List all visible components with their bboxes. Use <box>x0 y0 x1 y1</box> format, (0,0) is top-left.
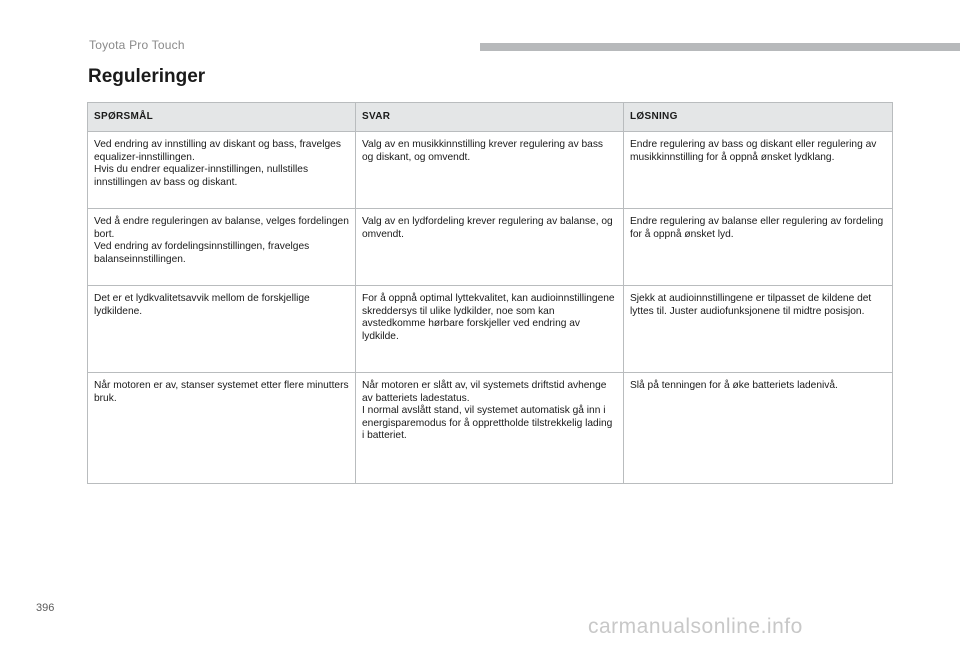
question-cell: Ved å endre reguleringen av balanse, velges fordelingen bort. Ved endring av fordelingsinnstillingen, fravelges balanseinnstillingen. <box>88 209 356 286</box>
table-row <box>88 373 893 484</box>
solution-cell: Slå på tenningen for å øke batteriets ladenivå. <box>624 373 893 484</box>
solution-cell: Sjekk at audioinnstillingene er tilpasset de kildene det lyttes til. Juster audiofunksjonene til midtre posisjon. <box>624 286 893 373</box>
answer-cell: For å oppnå optimal lyttekvalitet, kan audioinnstillingene skreddersys til ulike lydkilder, noe som kan avstedkomme hørbare forskjeller ved endring av lydkilde. <box>356 286 624 373</box>
table-row <box>88 132 893 209</box>
answer-cell: Valg av en musikkinnstilling krever regulering av bass og diskant, og omvendt. <box>356 132 624 209</box>
column-header-question: SPØRSMÅL <box>88 103 356 132</box>
table-row <box>88 209 893 286</box>
page-number: 396 <box>36 602 55 614</box>
table-header-row <box>88 103 893 132</box>
question-cell: Når motoren er av, stanser systemet etter flere minutters bruk. <box>88 373 356 484</box>
question-cell: Ved endring av innstilling av diskant og bass, fravelges equalizer-innstillingen. Hvis du endrer equalizer-innstillingen, nullstilles innstillingen av bass og diskant. <box>88 132 356 209</box>
solution-cell: Endre regulering av bass og diskant eller regulering av musikkinnstilling for å oppnå ønsket lydklang. <box>624 132 893 209</box>
header-bar <box>480 43 960 51</box>
table-row <box>88 286 893 373</box>
column-header-solution: LØSNING <box>624 103 893 132</box>
question-cell: Det er et lydkvalitetsavvik mellom de forskjellige lydkildene. <box>88 286 356 373</box>
troubleshooting-table <box>87 102 893 484</box>
answer-cell: Valg av en lydfordeling krever regulering av balanse, og omvendt. <box>356 209 624 286</box>
watermark[interactable]: carmanualsonline.info <box>588 615 803 638</box>
column-header-answer: SVAR <box>356 103 624 132</box>
solution-cell: Endre regulering av balanse eller regulering av fordeling for å oppnå ønsket lyd. <box>624 209 893 286</box>
header-title: Toyota Pro Touch <box>89 38 185 52</box>
page-title: Reguleringer <box>88 66 206 87</box>
answer-cell: Når motoren er slått av, vil systemets driftstid avhenge av batteriets ladestatus. I normal avslått stand, vil systemet automatisk gå inn i energisparemodus for å opprettholde tilstrekkelig lading i batteriet. <box>356 373 624 484</box>
